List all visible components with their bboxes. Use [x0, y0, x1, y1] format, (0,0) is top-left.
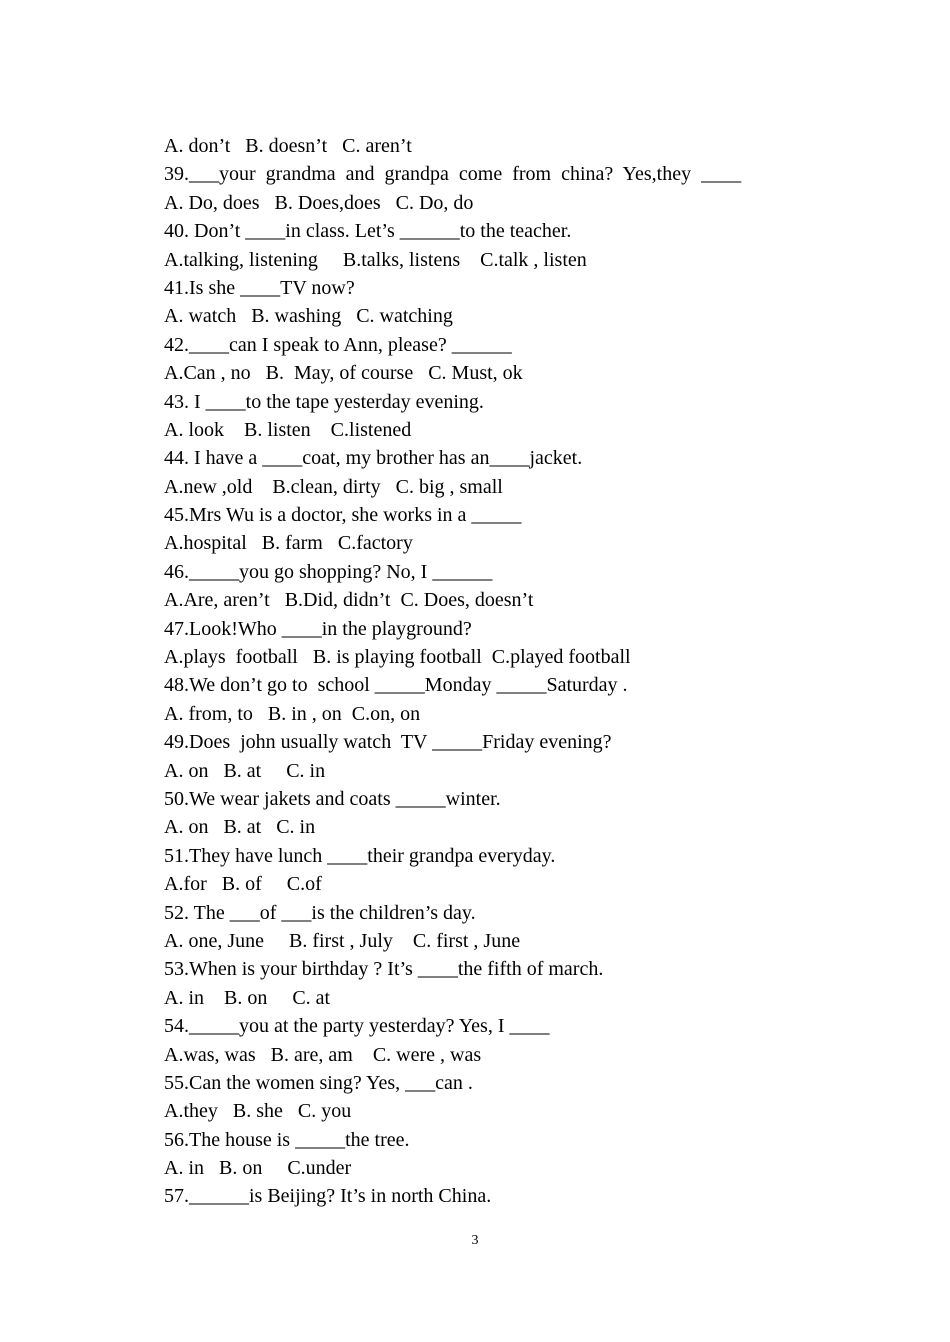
- options-49: A. on B. at C. in: [164, 759, 326, 782]
- question-56: 56.The house is _____the tree.: [164, 1128, 410, 1151]
- options-43: A. look B. listen C.listened: [164, 418, 412, 441]
- exercise-list: [164, 132, 804, 1211]
- question-45: 45.Mrs Wu is a doctor, she works in a _____: [164, 504, 522, 527]
- options-54: A.was, was B. are, am C. were , was: [164, 1043, 482, 1066]
- options-44: A.new ,old B.clean, dirty C. big , small: [164, 475, 503, 498]
- question-52: 52. The ___of ___is the children’s day.: [164, 901, 476, 924]
- options-48: A. from, to B. in , on C.on, on: [164, 702, 421, 725]
- question-50: 50.We wear jakets and coats _____winter.: [164, 787, 501, 810]
- question-44: 44. I have a ____coat, my brother has an____jacket.: [164, 447, 583, 470]
- question-40: 40. Don’t ____in class. Let’s ______to the teacher.: [164, 220, 572, 243]
- question-42: 42.____can I speak to Ann, please? ______: [164, 333, 512, 356]
- options-46: A.Are, aren’t B.Did, didn’t C. Does, doesn’t: [164, 589, 534, 612]
- options-53: A. in B. on C. at: [164, 986, 331, 1009]
- options-40: A.talking, listening B.talks, listens C.talk , listen: [164, 248, 587, 271]
- question-47: 47.Look!Who ____in the playground?: [164, 617, 472, 640]
- options-42: A.Can , no B. May, of course C. Must, ok: [164, 362, 523, 385]
- question-57: 57.______is Beijing? It’s in north China.: [164, 1185, 492, 1208]
- question-43: 43. I ____to the tape yesterday evening.: [164, 390, 484, 413]
- question-46: 46._____you go shopping? No, I ______: [164, 560, 493, 583]
- options-51: A.for B. of C.of: [164, 873, 322, 896]
- options-47: A.plays football B. is playing football C.played football: [164, 646, 631, 669]
- question-41: 41.Is she ____TV now?: [164, 276, 355, 299]
- question-51: 51.They have lunch ____their grandpa everyday.: [164, 844, 556, 867]
- question-54: 54._____you at the party yesterday? Yes, I ____: [164, 1015, 550, 1038]
- question-53: 53.When is your birthday ? It’s ____the fifth of march.: [164, 958, 604, 981]
- page-number: 3: [471, 1233, 479, 1248]
- options-55: A.they B. she C. you: [164, 1100, 352, 1123]
- options-45: A.hospital B. farm C.factory: [164, 532, 413, 555]
- options-line: A. don’t B. doesn’t C. aren’t: [164, 135, 412, 157]
- options-41: A. watch B. washing C. watching: [164, 305, 453, 328]
- question-39: 39.___your grandma and grandpa come from china? Yes,they ____: [164, 163, 742, 186]
- options-56: A. in B. on C.under: [164, 1157, 352, 1180]
- question-55: 55.Can the women sing? Yes, ___can .: [164, 1071, 473, 1094]
- question-49: 49.Does john usually watch TV _____Friday evening?: [164, 731, 612, 754]
- options-52: A. one, June B. first , July C. first , June: [164, 929, 521, 952]
- options-50: A. on B. at C. in: [164, 816, 316, 839]
- question-48: 48.We don’t go to school _____Monday _____Saturday .: [164, 674, 628, 697]
- options-39: A. Do, does B. Does,does C. Do, do: [164, 191, 474, 214]
